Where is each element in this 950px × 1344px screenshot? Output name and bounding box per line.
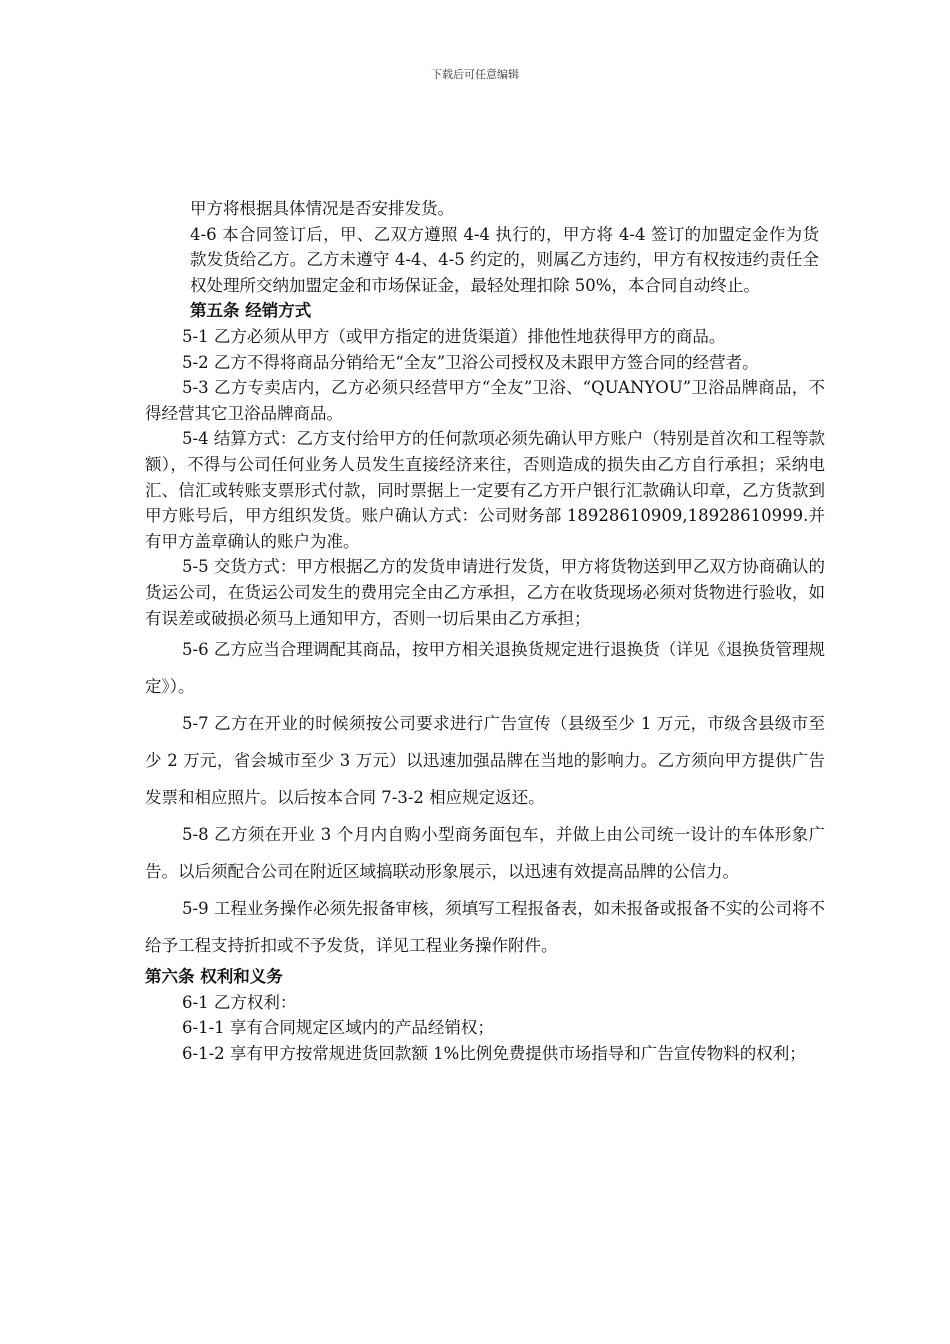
paragraph-5-7: 5-7 乙方在开业的时候须按公司要求进行广告宣传（县级至少 1 万元，市级含县级市至少 2 万元，省会城市至少 3 万元）以迅速加强品牌在当地的影响力。乙方须向甲方提供广告发票和相应照片。以后按本合同 7-3-2 相应规定返还。 xyxy=(145,714,825,808)
paragraph-5-4: 5-4 结算方式：乙方支付给甲方的任何款项必须先确认甲方账户（特别是首次和工程等款额），不得与公司任何业务人员发生直接经济来往，否则造成的损失由乙方自行承担；采纳电汇、信汇或转账支票形式付款，同时票据上一定要有乙方开户银行汇款确认印章，乙方货款到甲方账号后，甲方组织发货。账户确认方式：公司财务部 18928610909,18928610999.并有甲方盖章确认的账户为准。 xyxy=(145,429,825,551)
paragraph-5-3: 5-3 乙方专卖店内，乙方必须只经营甲方“全友”卫浴、“QUANYOU”卫浴品牌商品，不得经营其它卫浴品牌商品。 xyxy=(145,378,825,423)
paragraph-6-1-2: 6-1-2 享有甲方按常规进货回款额 1%比例免费提供市场指导和广告宣传物料的权利； xyxy=(182,1043,806,1063)
paragraph-5-9: 5-9 工程业务操作必须先报备审核，须填写工程报备表，如未报备或报备不实的公司将不给予工程支持折扣或不予发货，详见工程业务操作附件。 xyxy=(145,899,825,956)
paragraph-6-1-1: 6-1-1 享有合同规定区域内的产品经销权； xyxy=(182,1018,494,1038)
paragraph-delivery-arrangement: 甲方将根据具体情况是否安排发货。 xyxy=(190,199,454,218)
paragraph-5-2: 5-2 乙方不得将商品分销给无“全友”卫浴公司授权及未跟甲方签合同的经营者。 xyxy=(182,352,759,372)
page-header-note: 下载后可任意编辑 xyxy=(431,68,519,81)
paragraph-5-6: 5-6 乙方应当合理调配其商品，按甲方相关退换货规定进行退换货（详见《退换货管理规定》）。 xyxy=(145,640,825,697)
paragraph-6-1: 6-1 乙方权利： xyxy=(182,992,297,1012)
heading-article-5: 第五条 经销方式 xyxy=(190,301,312,321)
paragraph-5-8: 5-8 乙方须在开业 3 个月内自购小型商务面包车，并做上由公司统一设计的车体形象广告。以后须配合公司在附近区域搞联动形象展示，以迅速有效提高品牌的公信力。 xyxy=(145,825,825,882)
paragraph-5-1: 5-1 乙方必须从甲方（或甲方指定的进货渠道）排他性地获得甲方的商品。 xyxy=(182,326,726,346)
paragraph-4-6: 4-6 本合同签订后，甲、乙双方遵照 4-4 执行的，甲方将 4-4 签订的加盟定金作为货款发货给乙方。乙方未遵守 4-4、4-5 约定的，则属乙方违约，甲方有权按违约责任全权处理所交纳加盟定金和市场保证金，最轻处理扣除 50%，本合同自动终止。 xyxy=(190,224,819,295)
contract-body xyxy=(145,196,825,1066)
heading-article-6: 第六条 权利和义务 xyxy=(145,967,283,987)
paragraph-5-5: 5-5 交货方式：甲方根据乙方的发货申请进行发货，甲方将货物送到甲乙双方协商确认的货运公司，在货运公司发生的费用完全由乙方承担，乙方在收货现场必须对货物进行验收，如有误差或破损必须马上通知甲方，否则一切后果由乙方承担； xyxy=(145,557,825,628)
